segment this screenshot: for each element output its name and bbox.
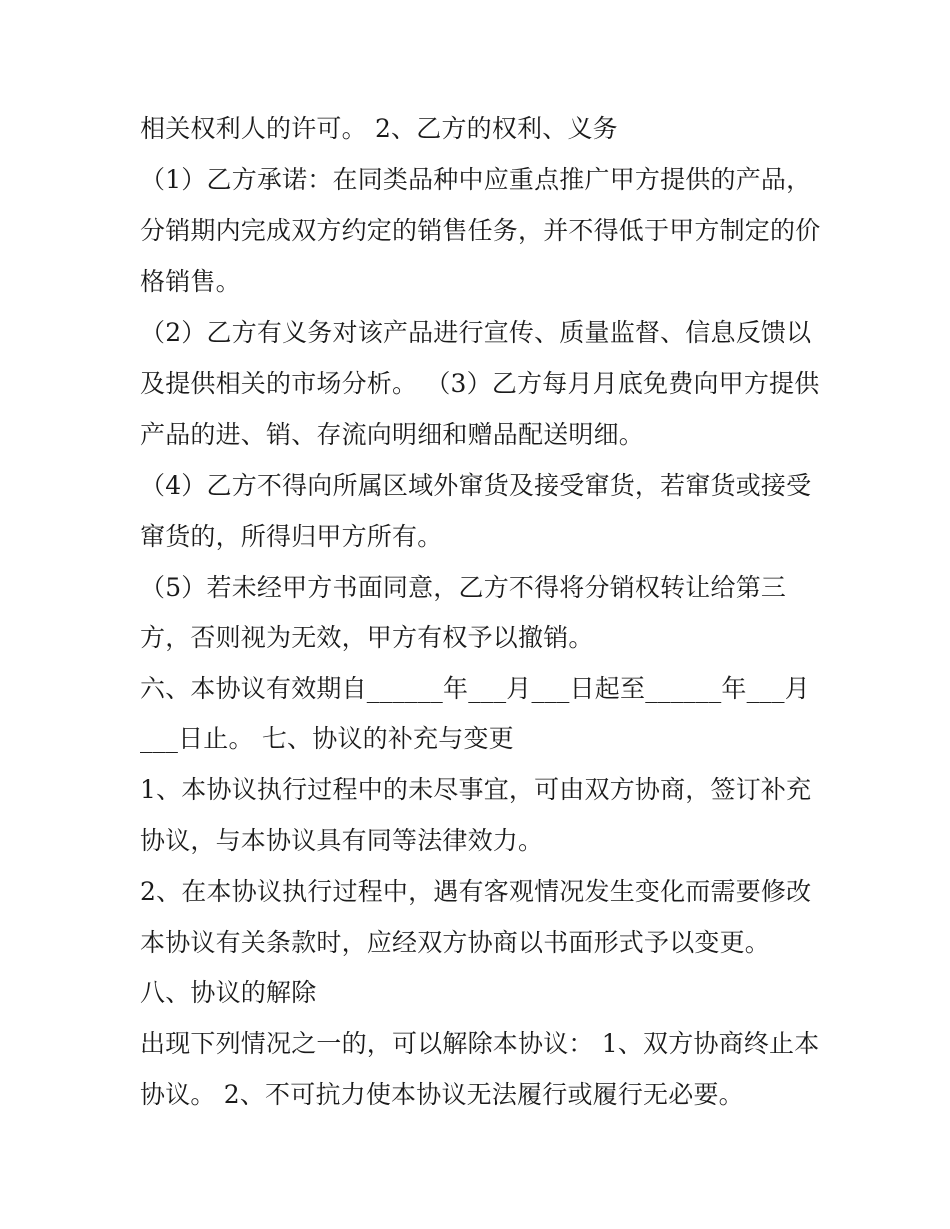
text-line: 出现下列情况之一的，可以解除本协议： 1、双方协商终止本: [140, 1029, 820, 1058]
text-line: 窜货的，所得归甲方所有。: [140, 522, 443, 551]
text-line: （5）若未经甲方书面同意，乙方不得将分销权转让给第三: [140, 573, 787, 602]
text-line: 产品的进、销、存流向明细和赠品配送明细。: [140, 420, 645, 449]
text-line: 八、协议的解除: [140, 978, 317, 1007]
text-line: ___日止。 七、协议的补充与变更: [140, 724, 514, 753]
text-line: （4）乙方不得向所属区域外窜货及接受窜货，若窜货或接受: [140, 471, 812, 500]
text-line: 1、本协议执行过程中的未尽事宜，可由双方协商，签订补充: [140, 775, 812, 804]
text-line: 六、本协议有效期自______年___月___日起至______年___月: [140, 674, 810, 703]
text-line: 分销期内完成双方约定的销售任务，并不得低于甲方制定的价: [140, 216, 821, 245]
text-line: 协议，与本协议具有同等法律效力。: [140, 826, 544, 855]
text-line: 相关权利人的许可。 2、乙方的权利、义务: [140, 114, 618, 143]
text-line: 及提供相关的市场分析。 （3）乙方每月月底免费向甲方提供: [140, 369, 820, 398]
text-line: （1）乙方承诺：在同类品种中应重点推广甲方提供的产品，: [140, 165, 812, 194]
text-line: 格销售。: [140, 267, 241, 296]
text-line: 方，否则视为无效，甲方有权予以撤销。: [140, 623, 594, 652]
text-line: （2）乙方有义务对该产品进行宣传、质量监督、信息反馈以: [140, 318, 812, 347]
text-line: 协议。 2、不可抗力使本协议无法履行或履行无必要。: [140, 1080, 744, 1109]
text-line: 本协议有关条款时，应经双方协商以书面形式予以变更。: [140, 928, 771, 957]
text-line: 2、在本协议执行过程中，遇有客观情况发生变化而需要修改: [140, 877, 812, 906]
